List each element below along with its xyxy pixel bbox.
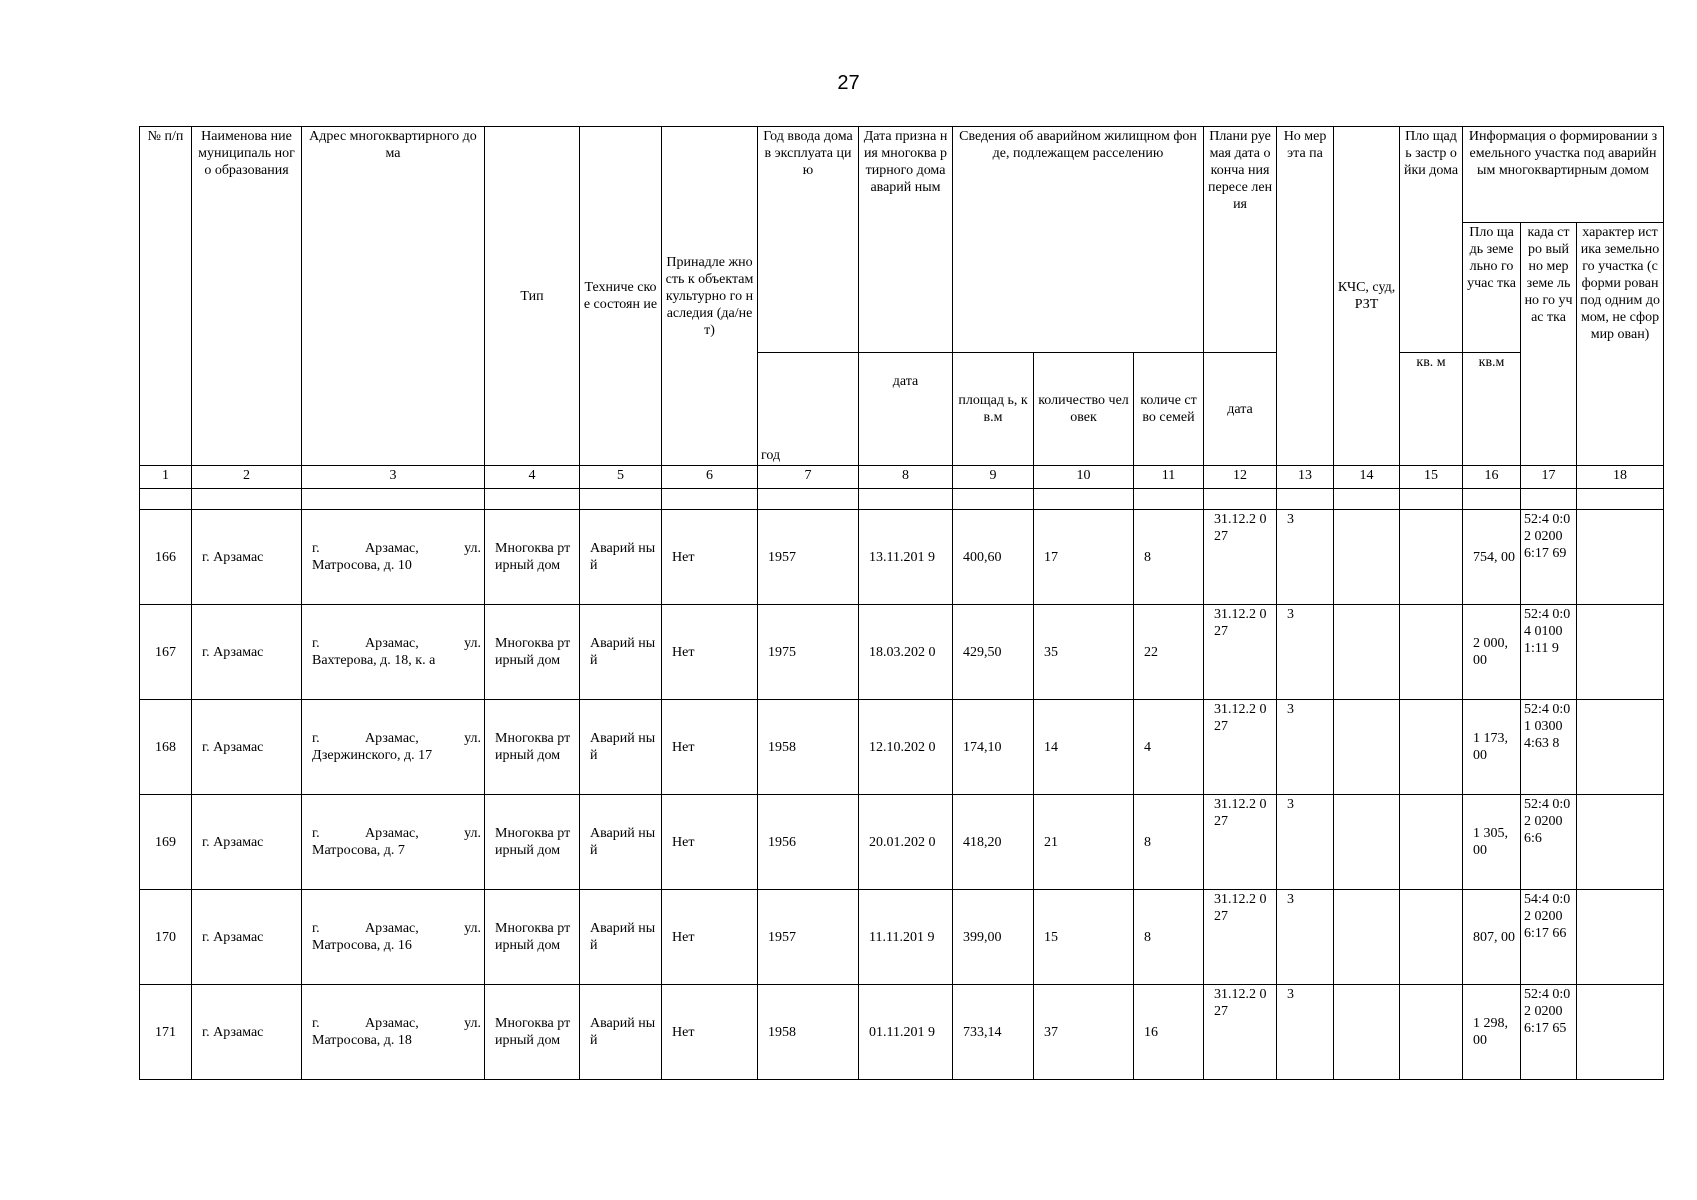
stage-cell: 3: [1277, 890, 1334, 985]
unit-land-area: кв.м: [1463, 353, 1521, 466]
area-cell: 399,00: [953, 890, 1034, 985]
land-character-cell: [1577, 795, 1664, 890]
address-part: ул.: [464, 636, 481, 651]
planned-date-cell: 31.12.2 027: [1204, 795, 1277, 890]
recognition-date-cell: 11.11.201 9: [859, 890, 953, 985]
row-number: 167: [140, 605, 192, 700]
column-number: 14: [1334, 466, 1400, 489]
cadastral-cell: 52:4 0:02 0200 6:6: [1521, 795, 1577, 890]
land-character-cell: [1577, 700, 1664, 795]
year-cell: 1957: [758, 890, 859, 985]
address-part: ул.: [464, 541, 481, 556]
header-build-area: Пло щадь застр ойки дома: [1400, 127, 1463, 353]
recognition-date-cell: 13.11.201 9: [859, 510, 953, 605]
planned-date-cell: 31.12.2 027: [1204, 985, 1277, 1080]
address-street: Дзержинского, д. 17: [312, 748, 433, 763]
spacer-row: [140, 489, 1664, 510]
year-cell: 1957: [758, 510, 859, 605]
planned-date-cell: 31.12.2 027: [1204, 890, 1277, 985]
type-cell: Многоква ртирный дом: [485, 890, 580, 985]
header-stage: Но мер эта па: [1277, 127, 1334, 466]
table-row: [140, 700, 1664, 795]
land-area-cell: 1 305, 00: [1463, 795, 1521, 890]
address-part: Арзамас,: [365, 826, 419, 841]
column-number: 13: [1277, 466, 1334, 489]
column-number: 1: [140, 466, 192, 489]
land-area-cell: 2 000, 00: [1463, 605, 1521, 700]
address-part: ул.: [464, 826, 481, 841]
cadastral-cell: 52:4 0:02 0200 6:17 65: [1521, 985, 1577, 1080]
municipality-cell: г. Арзамас: [192, 510, 302, 605]
land-character-cell: [1577, 985, 1664, 1080]
address-cell: [302, 890, 485, 985]
type-cell: Многоква ртирный дом: [485, 605, 580, 700]
kchs-cell: [1334, 510, 1400, 605]
planned-date-cell: 31.12.2 027: [1204, 605, 1277, 700]
address-cell: [302, 985, 485, 1080]
planned-date-cell: 31.12.2 027: [1204, 700, 1277, 795]
subheader-families: количе ство семей: [1134, 353, 1204, 466]
families-cell: 4: [1134, 700, 1204, 795]
type-cell: Многоква ртирный дом: [485, 795, 580, 890]
recognition-date-cell: 18.03.202 0: [859, 605, 953, 700]
year-cell: 1975: [758, 605, 859, 700]
build-area-cell: [1400, 795, 1463, 890]
header-address: Адрес многоквартирного дома: [302, 127, 485, 466]
municipality-cell: г. Арзамас: [192, 605, 302, 700]
address-part: г.: [312, 826, 320, 841]
area-cell: 400,60: [953, 510, 1034, 605]
column-number: 9: [953, 466, 1034, 489]
people-cell: 35: [1034, 605, 1134, 700]
cadastral-cell: 52:4 0:01 0300 4:63 8: [1521, 700, 1577, 795]
column-number: 6: [662, 466, 758, 489]
address-part: Арзамас,: [365, 731, 419, 746]
table-row: [140, 510, 1664, 605]
address-part: Арзамас,: [365, 541, 419, 556]
kchs-cell: [1334, 700, 1400, 795]
header-type: Тип: [485, 127, 580, 466]
families-cell: 8: [1134, 510, 1204, 605]
state-cell: Аварий ный: [580, 700, 662, 795]
people-cell: 17: [1034, 510, 1134, 605]
table-row: [140, 795, 1664, 890]
header-housing-fund: Сведения об аварийном жилищном фонде, подлежащем расселению: [953, 127, 1204, 353]
subheader-year: год: [758, 353, 859, 466]
stage-cell: 3: [1277, 605, 1334, 700]
land-area-cell: 754, 00: [1463, 510, 1521, 605]
column-number: 5: [580, 466, 662, 489]
address-part: ул.: [464, 731, 481, 746]
families-cell: 22: [1134, 605, 1204, 700]
address-part: Арзамас,: [365, 1016, 419, 1031]
subheader-date: дата: [859, 353, 953, 466]
address-cell: [302, 605, 485, 700]
recognition-date-cell: 20.01.202 0: [859, 795, 953, 890]
table-row: [140, 890, 1664, 985]
people-cell: 37: [1034, 985, 1134, 1080]
build-area-cell: [1400, 700, 1463, 795]
header-municipality: Наименова ние муниципаль ного образования: [192, 127, 302, 466]
unit-build-area: кв. м: [1400, 353, 1463, 466]
address-part: ул.: [464, 1016, 481, 1031]
subheader-people: количество человек: [1034, 353, 1134, 466]
land-area-cell: 1 173, 00: [1463, 700, 1521, 795]
build-area-cell: [1400, 510, 1463, 605]
build-area-cell: [1400, 605, 1463, 700]
header-number: № п/п: [140, 127, 192, 466]
stage-cell: 3: [1277, 795, 1334, 890]
state-cell: Аварий ный: [580, 795, 662, 890]
address-part: г.: [312, 1016, 320, 1031]
year-cell: 1958: [758, 700, 859, 795]
address-part: Арзамас,: [365, 921, 419, 936]
row-number: 166: [140, 510, 192, 605]
people-cell: 21: [1034, 795, 1134, 890]
cadastral-cell: 52:4 0:02 0200 6:17 69: [1521, 510, 1577, 605]
heritage-cell: Нет: [662, 510, 758, 605]
column-number: 3: [302, 466, 485, 489]
area-cell: 429,50: [953, 605, 1034, 700]
header-land-character: характер истика земельно го участка (сформи рован под одним домом, не сформир ован): [1577, 223, 1664, 466]
address-part: г.: [312, 731, 320, 746]
people-cell: 15: [1034, 890, 1134, 985]
column-number: 17: [1521, 466, 1577, 489]
kchs-cell: [1334, 985, 1400, 1080]
column-number: 15: [1400, 466, 1463, 489]
stage-cell: 3: [1277, 510, 1334, 605]
subheader-area: площад ь, кв.м: [953, 353, 1034, 466]
table-row: [140, 605, 1664, 700]
year-cell: 1958: [758, 985, 859, 1080]
header-heritage: Принадле жность к объектам культурно го наследия (да/нет): [662, 127, 758, 466]
address-street: Матросова, д. 18: [312, 1033, 412, 1048]
state-cell: Аварий ный: [580, 890, 662, 985]
column-number: 11: [1134, 466, 1204, 489]
address-part: г.: [312, 636, 320, 651]
column-number: 2: [192, 466, 302, 489]
planned-date-cell: 31.12.2 027: [1204, 510, 1277, 605]
families-cell: 8: [1134, 890, 1204, 985]
header-recognition-date: Дата призна ния многоква ртирного дома аварий ным: [859, 127, 953, 353]
families-cell: 16: [1134, 985, 1204, 1080]
municipality-cell: г. Арзамас: [192, 700, 302, 795]
header-year: Год ввода дома в эксплуата цию: [758, 127, 859, 353]
heritage-cell: Нет: [662, 985, 758, 1080]
area-cell: 418,20: [953, 795, 1034, 890]
address-street: Вахтерова, д. 18, к. а: [312, 653, 436, 668]
people-cell: 14: [1034, 700, 1134, 795]
emergency-housing-table: [139, 126, 1664, 1080]
column-number: 12: [1204, 466, 1277, 489]
land-area-cell: 807, 00: [1463, 890, 1521, 985]
address-cell: [302, 510, 485, 605]
address-part: г.: [312, 921, 320, 936]
row-number: 168: [140, 700, 192, 795]
type-cell: Многоква ртирный дом: [485, 985, 580, 1080]
municipality-cell: г. Арзамас: [192, 795, 302, 890]
state-cell: Аварий ный: [580, 985, 662, 1080]
municipality-cell: г. Арзамас: [192, 890, 302, 985]
header-land-info: Информация о формировании земельного участка под аварийным многоквартирным домом: [1463, 127, 1664, 223]
municipality-cell: г. Арзамас: [192, 985, 302, 1080]
column-number: 8: [859, 466, 953, 489]
build-area-cell: [1400, 985, 1463, 1080]
land-area-cell: 1 298, 00: [1463, 985, 1521, 1080]
kchs-cell: [1334, 605, 1400, 700]
row-number: 169: [140, 795, 192, 890]
address-part: г.: [312, 541, 320, 556]
header-cadastral: када стро вый но мер земе льно го учас тка: [1521, 223, 1577, 466]
column-number: 10: [1034, 466, 1134, 489]
area-cell: 733,14: [953, 985, 1034, 1080]
column-number: 18: [1577, 466, 1664, 489]
stage-cell: 3: [1277, 985, 1334, 1080]
year-cell: 1956: [758, 795, 859, 890]
header-tech-state: Техниче ское состоян ие: [580, 127, 662, 466]
address-street: Матросова, д. 16: [312, 938, 412, 953]
type-cell: Многоква ртирный дом: [485, 700, 580, 795]
state-cell: Аварий ный: [580, 510, 662, 605]
address-street: Матросова, д. 10: [312, 558, 412, 573]
address-street: Матросова, д. 7: [312, 843, 405, 858]
column-number: 7: [758, 466, 859, 489]
row-number: 171: [140, 985, 192, 1080]
address-part: ул.: [464, 921, 481, 936]
address-part: Арзамас,: [365, 636, 419, 651]
cadastral-cell: 52:4 0:04 0100 1:11 9: [1521, 605, 1577, 700]
land-character-cell: [1577, 890, 1664, 985]
land-character-cell: [1577, 605, 1664, 700]
heritage-cell: Нет: [662, 605, 758, 700]
cadastral-cell: 54:4 0:02 0200 6:17 66: [1521, 890, 1577, 985]
families-cell: 8: [1134, 795, 1204, 890]
area-cell: 174,10: [953, 700, 1034, 795]
build-area-cell: [1400, 890, 1463, 985]
kchs-cell: [1334, 890, 1400, 985]
heritage-cell: Нет: [662, 890, 758, 985]
land-character-cell: [1577, 510, 1664, 605]
heritage-cell: Нет: [662, 700, 758, 795]
page-number: 27: [837, 72, 860, 94]
table-row: [140, 985, 1664, 1080]
row-number: 170: [140, 890, 192, 985]
kchs-cell: [1334, 795, 1400, 890]
heritage-cell: Нет: [662, 795, 758, 890]
recognition-date-cell: 01.11.201 9: [859, 985, 953, 1080]
subheader-planned-date: дата: [1204, 353, 1277, 466]
header-planned-date: Плани руемая дата оконча ния пересе ления: [1204, 127, 1277, 353]
column-number: 4: [485, 466, 580, 489]
address-cell: [302, 700, 485, 795]
address-cell: [302, 795, 485, 890]
header-kchs: КЧС, суд, РЗТ: [1334, 127, 1400, 466]
stage-cell: 3: [1277, 700, 1334, 795]
state-cell: Аварий ный: [580, 605, 662, 700]
type-cell: Многоква ртирный дом: [485, 510, 580, 605]
column-numbers-row: [140, 466, 1664, 489]
header-land-area: Пло щадь земе льно го учас тка: [1463, 223, 1521, 353]
recognition-date-cell: 12.10.202 0: [859, 700, 953, 795]
column-number: 16: [1463, 466, 1521, 489]
